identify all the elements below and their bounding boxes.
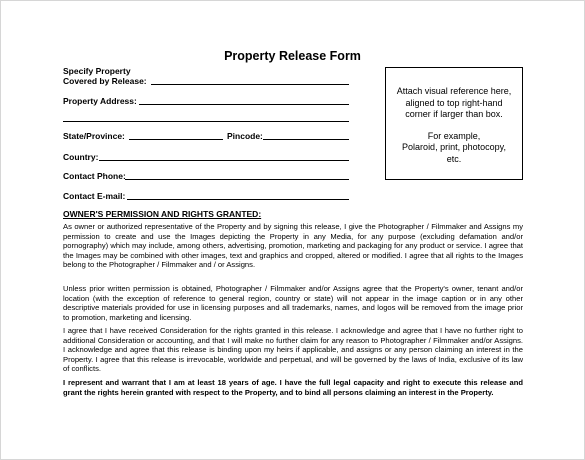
state-province-input-line[interactable] bbox=[129, 139, 223, 140]
visual-reference-box bbox=[385, 67, 523, 180]
reference-text-line: For example, bbox=[427, 130, 481, 141]
contact-email-label: Contact E-mail: bbox=[63, 191, 126, 201]
reference-text-line: Attach visual reference here, bbox=[396, 86, 512, 96]
property-covered-input-line[interactable] bbox=[151, 84, 349, 85]
property-address-input-line-2[interactable] bbox=[63, 121, 349, 122]
contact-phone-input-line[interactable] bbox=[125, 179, 349, 180]
property-address-input-line[interactable] bbox=[139, 104, 349, 105]
permission-paragraph: As owner or authorized representative of the Property and by signing this release, I give the Photographer / Filmmaker and Assigns my permission to create and use the Images depicting the Property in any Media, for any purpose (excluding defamation and/or pornography) which may include, among others, advertising, promotion, marketing and packaging for any product or service. I agree that the Images may be combined with other images, text and graphics and cropped, altered or modified. I agree that all rights to the Images belong to the Photographer / Filmmaker and / or Assigns. bbox=[63, 222, 523, 270]
section-heading: OWNER'S PERMISSION AND RIGHTS GRANTED: bbox=[63, 209, 262, 219]
reference-text-line: corner if larger than box. bbox=[405, 109, 503, 119]
contact-phone-label: Contact Phone: bbox=[63, 171, 126, 181]
contact-email-input-line[interactable] bbox=[127, 199, 349, 200]
reference-text-line: Polaroid, print, photocopy, bbox=[402, 142, 506, 152]
country-input-line[interactable] bbox=[99, 160, 349, 161]
pincode-label: Pincode: bbox=[227, 131, 263, 141]
privacy-paragraph: Unless prior written permission is obtained, Photographer / Filmmaker and/or Assigns agree that the Property's owner, tenant and/or location (with the exception of reference to general region, country or state) will not appear in the image caption or in any other descriptive materials provided for use in licensing purposes and all trademarks, names, and logos will be removed from the image prior to promotion, marketing and licensing. bbox=[63, 284, 523, 322]
form-title: Property Release Form bbox=[224, 49, 361, 63]
reference-text-line: etc. bbox=[446, 153, 462, 164]
warranty-paragraph: I represent and warrant that I am at least 18 years of age. I have the full legal capacity and right to execute this release and grant the rights herein granted with respect to the Property, and to bind all persons claiming an interest in the Property. bbox=[63, 378, 523, 397]
state-province-label: State/Province: bbox=[63, 131, 125, 141]
pincode-input-line[interactable] bbox=[263, 139, 349, 140]
covered-by-release-label: Covered by Release: bbox=[63, 76, 147, 86]
specify-property-label: Specify Property bbox=[63, 66, 131, 76]
country-label: Country: bbox=[63, 152, 99, 162]
reference-text-line: aligned to top right-hand bbox=[405, 97, 503, 108]
consideration-paragraph: I agree that I have received Consideration for the rights granted in this release. I acknowledge and agree that I have no further right to additional Consideration or accounting, and that I will make no further claim for any reason to Photographer / Filmmaker and/or Assigns. I acknowledge and agree that this release is binding upon my heirs if applicable, and assigns or any person claiming an interest in the Property. I agree that this release is irrevocable, worldwide and perpetual, and will be governed by the laws of India, exclusive of its law of conflicts. bbox=[63, 326, 523, 374]
property-address-label: Property Address: bbox=[63, 96, 137, 106]
